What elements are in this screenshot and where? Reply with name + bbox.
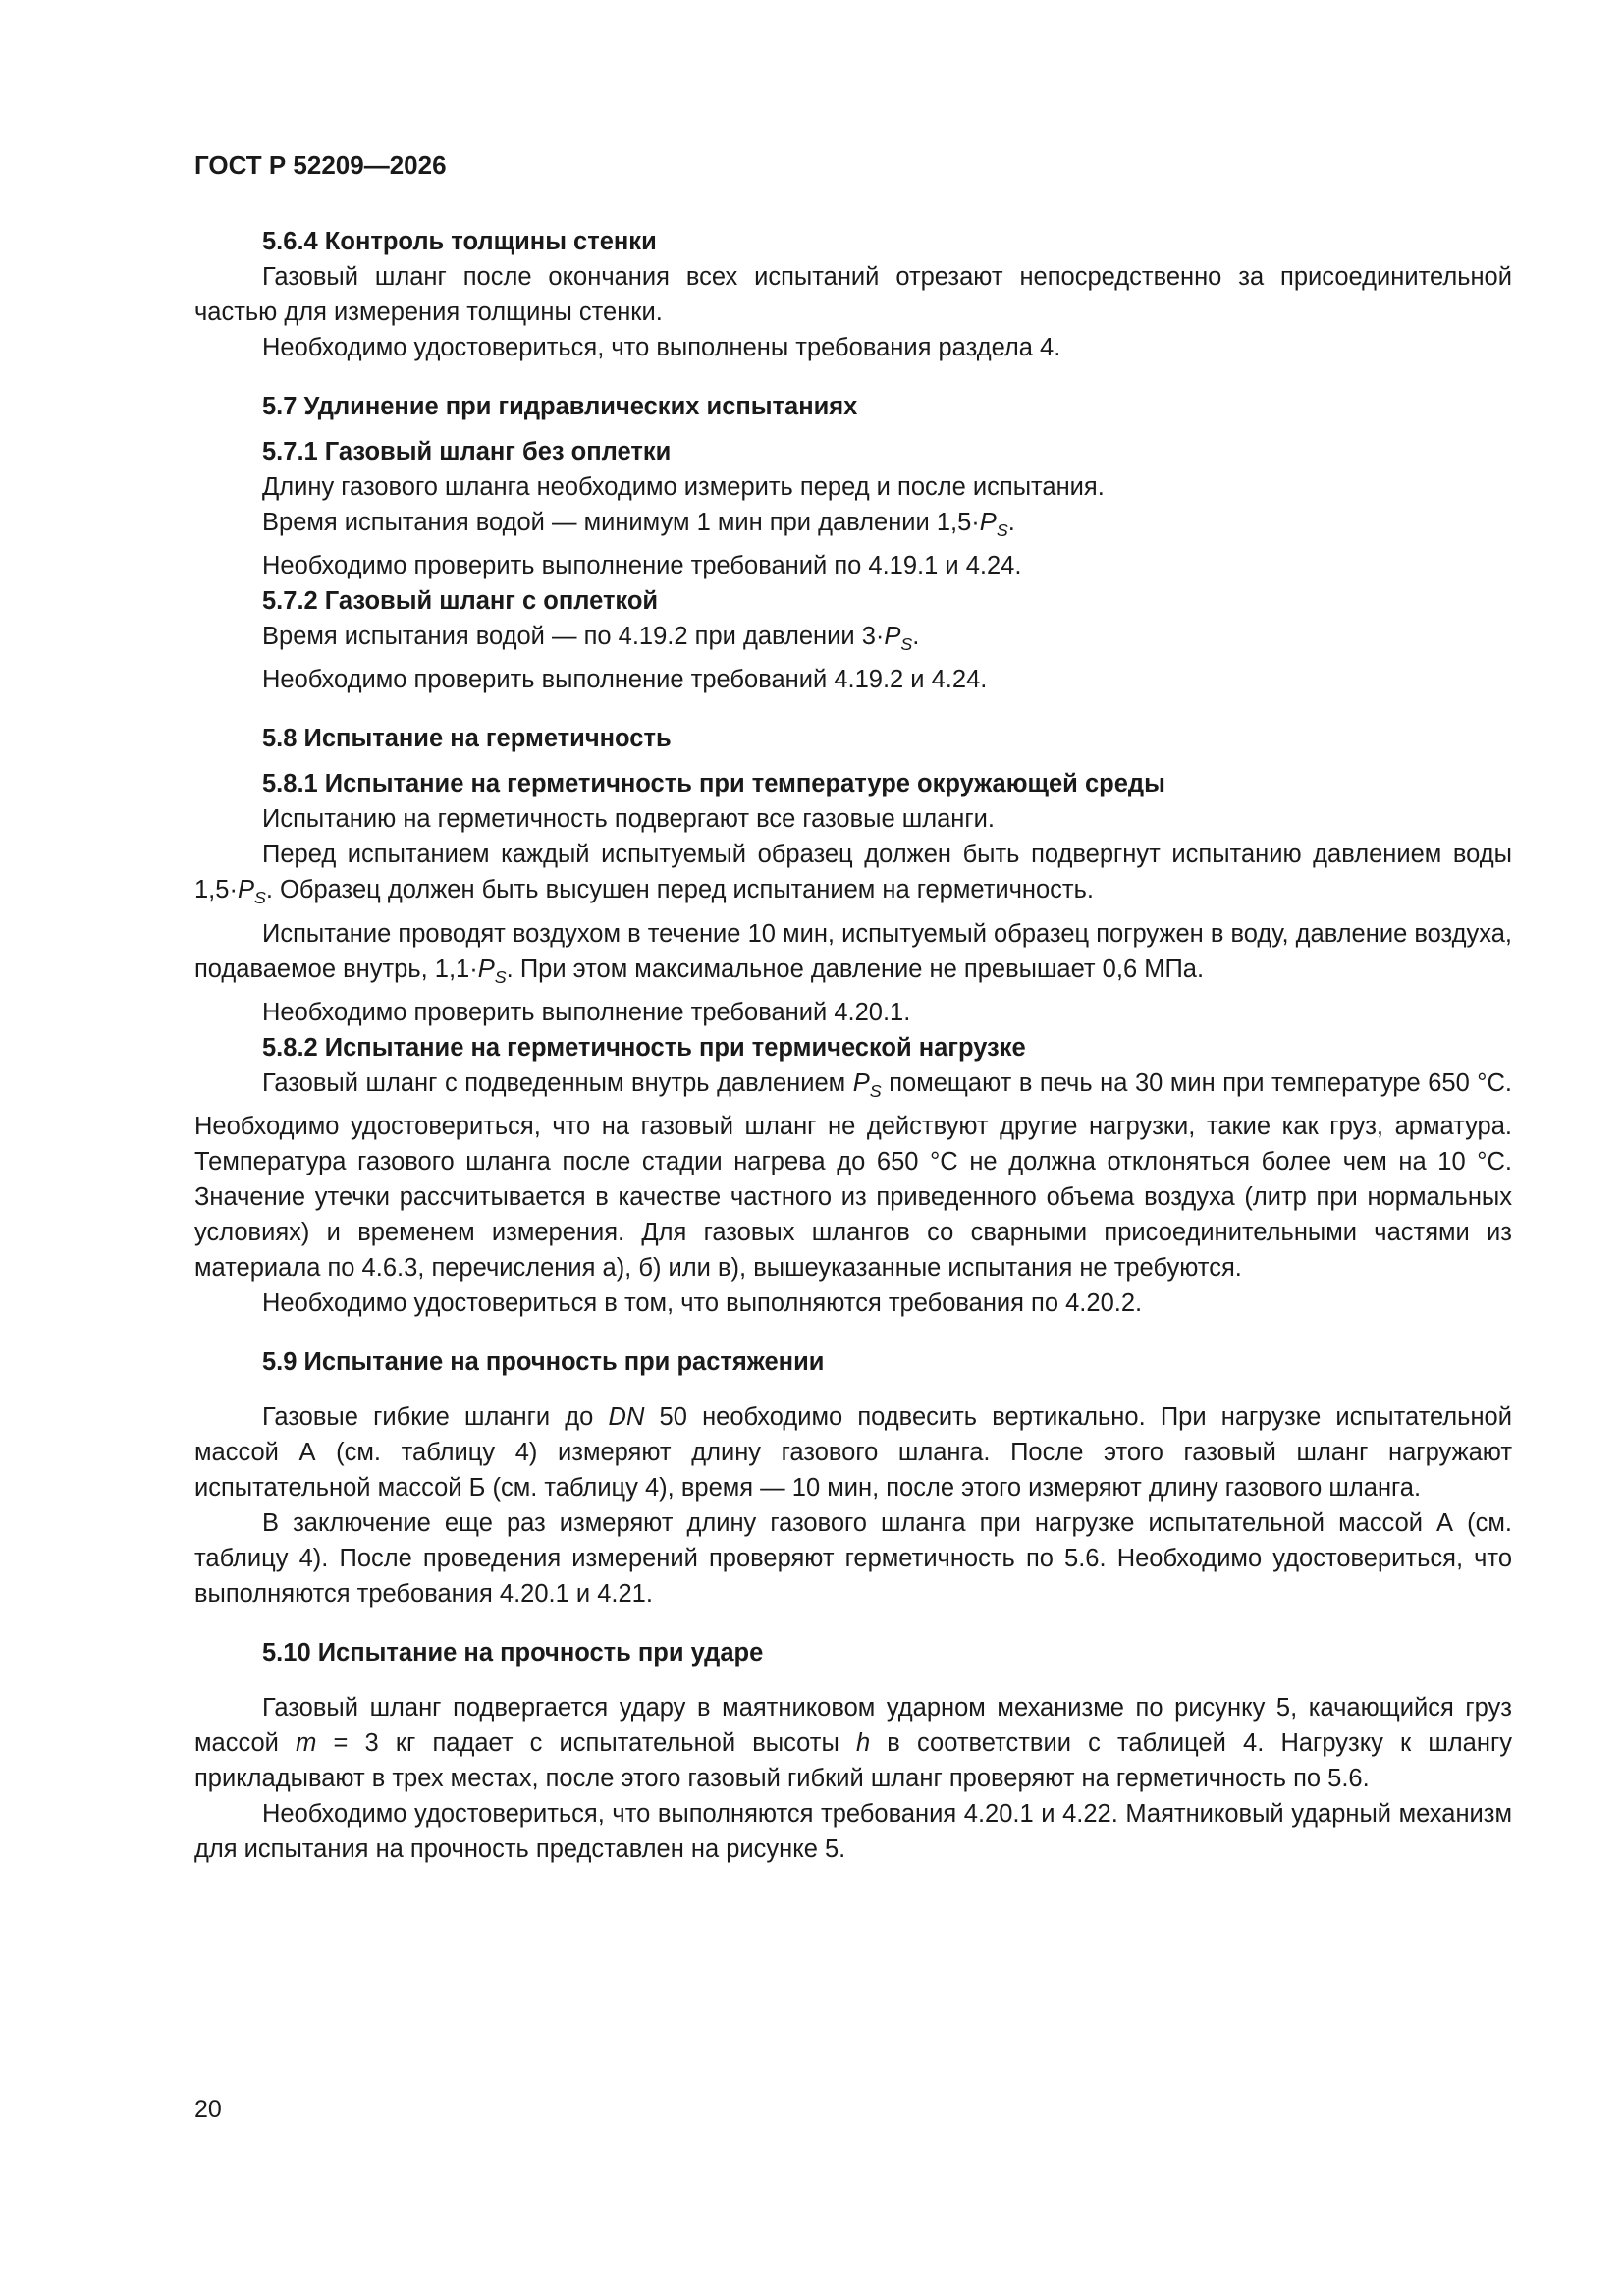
symbol-s: S: [900, 634, 913, 655]
text-run: Время испытания водой — минимум 1 мин при давлении 1,5·: [262, 509, 980, 536]
symbol-p: P: [979, 509, 997, 536]
text-run: 50 необходимо подвесить вертикально. При нагрузке испытательной массой А (см. таблицу 4) измеряют длину газового шланга. После этого газовый шланг нагружают испытательной массой Б (см. таблицу 4), время — 10 мин, после этого измеряют длину газового шланга.: [194, 1403, 1512, 1503]
document-header: ГОСТ Р 52209—2026: [194, 150, 447, 180]
symbol-s: S: [996, 520, 1008, 541]
paragraph: Необходимо удостовериться, что выполнены требования раздела 4.: [262, 334, 1061, 361]
paragraph: Испытанию на герметичность подвергают все газовые шланги.: [262, 805, 995, 834]
symbol-s: S: [869, 1081, 882, 1102]
heading-5-8: 5.8 Испытание на герметичность: [262, 725, 672, 753]
heading-5-9: 5.9 Испытание на прочность при растяжении: [262, 1348, 825, 1377]
document-page: [194, 147, 1512, 1867]
paragraph: [194, 1066, 1512, 1285]
symbol-s: S: [494, 966, 507, 987]
dn-symbol: DN: [608, 1403, 645, 1432]
paragraph: В заключение еще раз измеряют длину газового шланга при нагрузке испытательной массой А (см. таблицу 4). После проведения измерений проверяют герметичность по 5.6. Необходимо удостовериться, что выполняются требования 4.20.1 и 4.21.: [194, 1509, 1512, 1609]
symbol-p: P: [852, 1068, 870, 1097]
text-run: .: [912, 623, 920, 651]
text-run: Газовые гибкие шланги до: [262, 1403, 609, 1432]
heading-5-6-4: 5.6.4 Контроль толщины стенки: [262, 228, 657, 255]
paragraph: [194, 619, 1512, 662]
symbol-s: S: [253, 888, 266, 908]
heading-5-10: 5.10 Испытание на прочность при ударе: [262, 1639, 764, 1667]
text-run: . Образец должен быть высушен перед испытанием на герметичность.: [265, 876, 1094, 904]
paragraph: Газовый шланг после окончания всех испытаний отрезают непосредственно за присоединительной частью для измерения толщины стенки.: [194, 263, 1512, 326]
paragraph: Необходимо удостовериться, что выполняются требования 4.20.1 и 4.22. Маятниковый ударный механизм для испытания на прочность представлен на рисунке 5.: [194, 1800, 1512, 1864]
text-run: в соответствии с таблицей 4. Нагрузку к шлангу прикладывают в трех местах, после этого газовый гибкий шланг проверяют на герметичность по 5.6.: [194, 1729, 1512, 1793]
pressure-symbol: [477, 955, 507, 987]
pressure-symbol: [852, 1068, 882, 1102]
text-run: помещают в печь на 30 мин при температуре 650 °C. Необходимо удостовериться, что на газовый шланг не действуют другие нагрузки, такие как груз, арматура. Температура газового шланга после стадии нагрева до 650 °C не должна отклоняться более чем на 10 °C. Значение утечки рассчитывается в качестве частного из приведенного объема воздуха (литр при нормальных условиях) и временем измерения. Для газовых шлангов со сварными присоединительными частями из материала по 4.6.3, перечисления а), б) или в), вышеуказанные испытания не требуются.: [194, 1068, 1512, 1283]
paragraph: [194, 837, 1512, 915]
mass-symbol: m: [296, 1729, 317, 1758]
heading-5-7: 5.7 Удлинение при гидравлических испытаниях: [262, 393, 858, 420]
pressure-symbol: [979, 509, 1008, 541]
symbol-p: P: [237, 876, 254, 904]
symbol-p: P: [477, 955, 495, 983]
text-run: Время испытания водой — по 4.19.2 при давлении 3·: [262, 623, 885, 651]
text-run: = 3 кг падает с испытательной высоты: [316, 1729, 856, 1758]
pressure-symbol: [884, 623, 913, 655]
height-symbol: h: [855, 1729, 871, 1758]
text-run: .: [1007, 509, 1015, 536]
paragraph: Длину газового шланга необходимо измерить перед и после испытания.: [262, 473, 1105, 501]
text-run: . При этом максимальное давление не превышает 0,6 МПа.: [506, 955, 1205, 983]
heading-5-8-1: 5.8.1 Испытание на герметичность при температуре окружающей среды: [262, 770, 1165, 798]
paragraph: [194, 1399, 1512, 1505]
paragraph: Необходимо проверить выполнение требований 4.20.1.: [262, 998, 911, 1026]
text-run: Газовый шланг подвергается удару в маятниковом ударном механизме по рисунку 5, качающийся груз массой: [194, 1694, 1512, 1758]
paragraph: [194, 916, 1512, 995]
paragraph: Необходимо проверить выполнение требований 4.19.2 и 4.24.: [262, 666, 988, 694]
heading-5-8-2: 5.8.2 Испытание на герметичность при термической нагрузке: [262, 1033, 1026, 1062]
paragraph: Необходимо проверить выполнение требований по 4.19.1 и 4.24.: [262, 552, 1022, 580]
heading-5-7-2: 5.7.2 Газовый шланг с оплеткой: [262, 587, 659, 616]
symbol-p: P: [884, 623, 901, 651]
text-run: Перед испытанием каждый испытуемый образец должен быть подвергнут испытанию давлением воды 1,5·: [194, 841, 1512, 904]
text-run: Испытание проводят воздухом в течение 10 мин, испытуемый образец погружен в воду, давление воздуха, подаваемое внутрь, 1,1·: [194, 919, 1512, 983]
paragraph: [194, 505, 1512, 548]
pressure-symbol: [237, 876, 266, 908]
page-number: 20: [194, 2096, 222, 2123]
paragraph: [194, 1690, 1512, 1796]
paragraph: Необходимо удостовериться в том, что выполняются требования по 4.20.2.: [262, 1289, 1143, 1318]
heading-5-7-1: 5.7.1 Газовый шланг без оплетки: [262, 438, 672, 465]
text-run: Газовый шланг с подведенным внутрь давлением: [262, 1068, 853, 1097]
